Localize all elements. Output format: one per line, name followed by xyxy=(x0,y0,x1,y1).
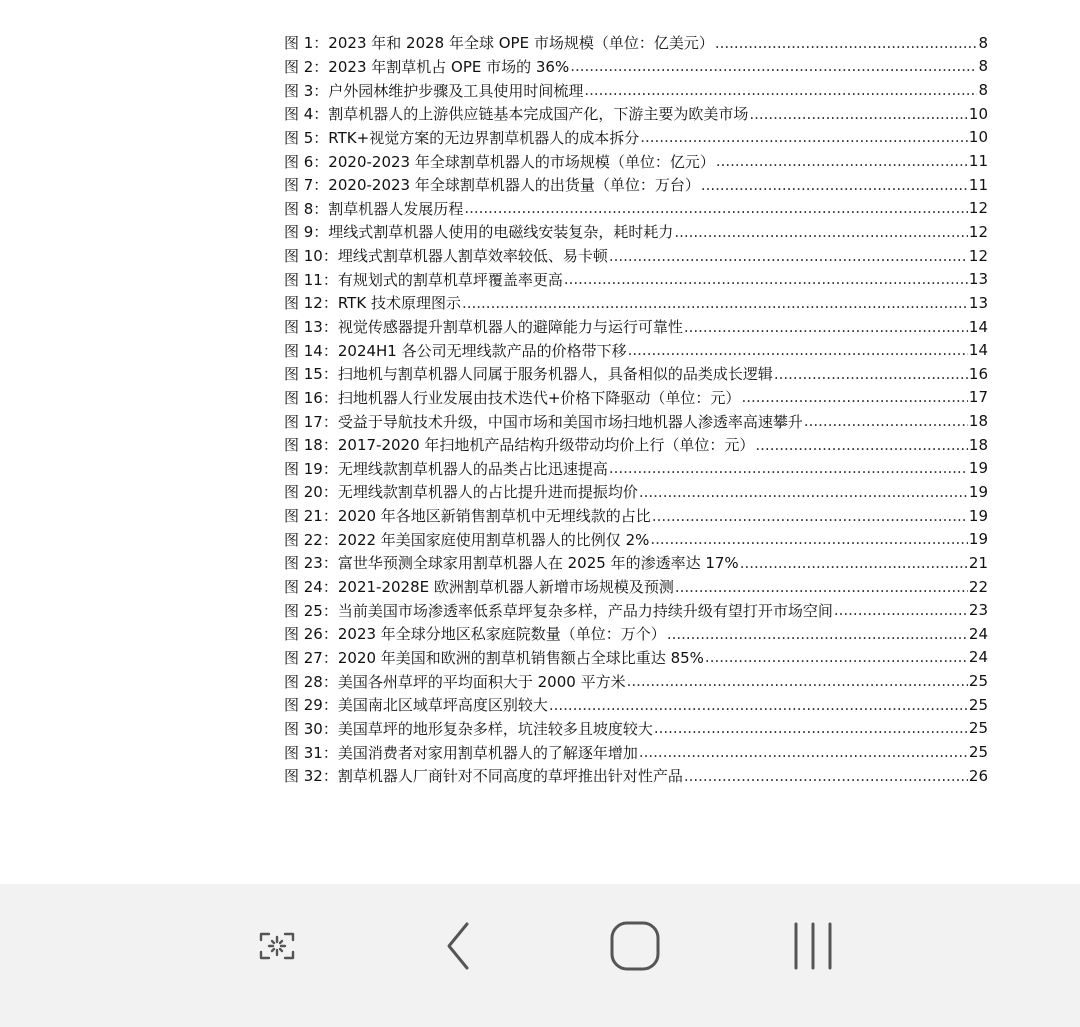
toc-entry-label: 图 29：美国南北区域草坪高度区别较大 xyxy=(284,696,548,715)
toc-entry-page-number: 10 xyxy=(968,128,988,147)
toc-entry-label: 图 4：割草机器人的上游供应链基本完成国产化，下游主要为欧美市场 xyxy=(284,105,749,124)
toc-entry-page-number: 8 xyxy=(978,33,988,52)
toc-entry[interactable] xyxy=(284,126,988,150)
toc-entry[interactable] xyxy=(284,504,988,528)
toc-entry[interactable] xyxy=(284,717,988,741)
toc-entry[interactable] xyxy=(284,244,988,268)
toc-entry-page-number: 14 xyxy=(968,341,988,360)
toc-entry[interactable] xyxy=(284,338,988,362)
toc-entry[interactable] xyxy=(284,409,988,433)
toc-entry[interactable] xyxy=(284,433,988,457)
toc-entry-label: 图 31：美国消费者对家用割草机器人的了解逐年增加 xyxy=(284,743,638,762)
toc-entry-label: 图 3：户外园林维护步骤及工具使用时间梳理 xyxy=(284,81,584,100)
dot-leader xyxy=(627,672,968,690)
toc-entry-page-number: 25 xyxy=(968,695,988,714)
toc-entry[interactable] xyxy=(284,598,988,622)
toc-entry-page-number: 25 xyxy=(968,743,988,762)
toc-entry[interactable] xyxy=(284,78,988,102)
toc-entry-page-number: 19 xyxy=(968,506,988,525)
dot-leader xyxy=(462,294,968,312)
toc-entry[interactable] xyxy=(284,575,988,599)
toc-entry-label: 图 7：2020-2023 年全球割草机器人的出货量（单位：万台） xyxy=(284,176,700,195)
toc-entry-page-number: 8 xyxy=(978,81,988,100)
toc-entry-page-number: 12 xyxy=(968,199,988,218)
toc-entry-page-number: 17 xyxy=(968,388,988,407)
dot-leader xyxy=(667,625,968,643)
dot-leader xyxy=(834,601,968,619)
dot-leader xyxy=(749,105,968,123)
toc-entry-page-number: 23 xyxy=(968,601,988,620)
toc-entry-page-number: 8 xyxy=(978,57,988,76)
toc-entry-label: 图 2：2023 年割草机占 OPE 市场的 36% xyxy=(284,57,570,76)
toc-entry[interactable] xyxy=(284,102,988,126)
toc-entry-page-number: 16 xyxy=(968,364,988,383)
toc-entry-label: 图 28：美国各州草坪的平均面积大于 2000 平方米 xyxy=(284,672,626,691)
dot-leader xyxy=(741,388,967,406)
chevron-left-icon xyxy=(437,918,477,974)
toc-entry[interactable] xyxy=(284,551,988,575)
toc-entry[interactable] xyxy=(284,55,988,79)
toc-entry-label: 图 11：有规划式的割草机草坪覆盖率更高 xyxy=(284,270,563,289)
toc-entry-label: 图 26：2023 年全球分地区私家庭院数量（单位：万个） xyxy=(284,625,666,644)
toc-entry-page-number: 25 xyxy=(968,672,988,691)
navigation-bar xyxy=(0,884,1080,1027)
three-bars-icon xyxy=(788,918,838,974)
back-button[interactable] xyxy=(417,916,497,976)
toc-entry-page-number: 11 xyxy=(968,152,988,171)
toc-entry[interactable] xyxy=(284,31,988,55)
figure-index-list xyxy=(284,31,988,788)
toc-entry-label: 图 23：富世华预测全球家用割草机器人在 2025 年的渗透率达 17% xyxy=(284,554,739,573)
dot-leader xyxy=(639,483,968,501)
toc-entry[interactable] xyxy=(284,764,988,788)
capture-frame-icon xyxy=(247,924,307,968)
toc-entry-page-number: 25 xyxy=(968,719,988,738)
toc-entry-page-number: 19 xyxy=(968,459,988,478)
toc-entry[interactable] xyxy=(284,386,988,410)
toc-entry[interactable] xyxy=(284,480,988,504)
toc-entry-label: 图 12：RTK 技术原理图示 xyxy=(284,294,461,313)
dot-leader xyxy=(584,81,977,99)
toc-entry-label: 图 20：无埋线款割草机器人的占比提升进而提振均价 xyxy=(284,483,638,502)
dot-leader xyxy=(564,270,968,288)
dot-leader xyxy=(716,152,968,170)
toc-entry-label: 图 6：2020-2023 年全球割草机器人的市场规模（单位：亿元） xyxy=(284,152,715,171)
toc-entry-page-number: 18 xyxy=(968,412,988,431)
dot-leader xyxy=(609,459,968,477)
toc-entry-page-number: 26 xyxy=(968,766,988,785)
dot-leader xyxy=(609,247,968,265)
toc-entry-label: 图 8：割草机器人发展历程 xyxy=(284,199,464,218)
toc-entry-label: 图 19：无埋线款割草机器人的品类占比迅速提高 xyxy=(284,459,608,478)
dot-leader xyxy=(628,341,968,359)
dot-leader xyxy=(650,530,968,548)
toc-entry-label: 图 24：2021-2028E 欧洲割草机器人新增市场规模及预测 xyxy=(284,578,674,597)
toc-entry-page-number: 12 xyxy=(968,222,988,241)
dot-leader xyxy=(674,223,968,241)
toc-entry[interactable] xyxy=(284,527,988,551)
toc-entry-page-number: 24 xyxy=(968,624,988,643)
toc-entry-label: 图 17：受益于导航技术升级，中国市场和美国市场扫地机器人渗透率高速攀升 xyxy=(284,412,803,431)
toc-entry-label: 图 9：埋线式割草机器人使用的电磁线安装复杂，耗时耗力 xyxy=(284,223,674,242)
dot-leader xyxy=(640,128,968,146)
dot-leader xyxy=(570,57,977,75)
dot-leader xyxy=(804,412,968,430)
toc-entry-page-number: 12 xyxy=(968,246,988,265)
dot-leader xyxy=(549,696,968,714)
toc-entry-page-number: 10 xyxy=(968,104,988,123)
dot-leader xyxy=(639,743,968,761)
toc-entry[interactable] xyxy=(284,669,988,693)
toc-entry-page-number: 18 xyxy=(968,435,988,454)
toc-entry-page-number: 14 xyxy=(968,317,988,336)
dot-leader xyxy=(755,436,968,454)
toc-entry-label: 图 30：美国草坪的地形复杂多样，坑洼较多且坡度较大 xyxy=(284,719,653,738)
dot-leader xyxy=(701,176,968,194)
dot-leader xyxy=(464,199,968,217)
toc-entry[interactable] xyxy=(284,693,988,717)
dot-leader xyxy=(774,365,968,383)
toc-entry-label: 图 32：割草机器人厂商针对不同高度的草坪推出针对性产品 xyxy=(284,767,683,786)
toc-entry[interactable] xyxy=(284,173,988,197)
toc-entry-label: 图 10：埋线式割草机器人割草效率较低、易卡顿 xyxy=(284,247,608,266)
screenshot-capture-button[interactable] xyxy=(237,916,317,976)
dot-leader xyxy=(652,507,968,525)
dot-leader xyxy=(684,767,968,785)
toc-entry[interactable] xyxy=(284,740,988,764)
toc-entry-label: 图 16：扫地机器人行业发展由技术迭代+价格下降驱动（单位：元） xyxy=(284,388,741,407)
toc-entry-label: 图 14：2024H1 各公司无埋线款产品的价格带下移 xyxy=(284,341,627,360)
recent-apps-button[interactable] xyxy=(773,916,853,976)
toc-entry[interactable] xyxy=(284,267,988,291)
toc-entry-label: 图 1：2023 年和 2028 年全球 OPE 市场规模（单位：亿美元） xyxy=(284,34,714,53)
toc-entry[interactable] xyxy=(284,149,988,173)
toc-entry[interactable] xyxy=(284,220,988,244)
home-button[interactable] xyxy=(595,916,675,976)
dot-leader xyxy=(654,719,968,737)
toc-entry-page-number: 19 xyxy=(968,530,988,549)
toc-entry-page-number: 19 xyxy=(968,482,988,501)
toc-entry[interactable] xyxy=(284,457,988,481)
toc-entry-page-number: 22 xyxy=(968,577,988,596)
dot-leader xyxy=(715,34,978,52)
toc-entry[interactable] xyxy=(284,362,988,386)
toc-entry-label: 图 5：RTK+视觉方案的无边界割草机器人的成本拆分 xyxy=(284,128,640,147)
toc-entry-label: 图 18：2017-2020 年扫地机产品结构升级带动均价上行（单位：元） xyxy=(284,436,755,455)
dot-leader xyxy=(684,318,968,336)
toc-entry[interactable] xyxy=(284,196,988,220)
toc-entry[interactable] xyxy=(284,291,988,315)
toc-entry-page-number: 24 xyxy=(968,648,988,667)
rounded-square-icon xyxy=(607,918,663,974)
toc-entry[interactable] xyxy=(284,646,988,670)
toc-entry-label: 图 25：当前美国市场渗透率低系草坪复杂多样，产品力持续升级有望打开市场空间 xyxy=(284,601,833,620)
toc-entry-label: 图 27：2020 年美国和欧洲的割草机销售额占全球比重达 85% xyxy=(284,648,704,667)
toc-entry-page-number: 13 xyxy=(968,293,988,312)
toc-entry-page-number: 13 xyxy=(968,270,988,289)
toc-entry-label: 图 21：2020 年各地区新销售割草机中无埋线款的占比 xyxy=(284,507,651,526)
dot-leader xyxy=(675,578,968,596)
toc-entry[interactable] xyxy=(284,315,988,339)
toc-entry-label: 图 13：视觉传感器提升割草机器人的避障能力与运行可靠性 xyxy=(284,318,683,336)
dot-leader xyxy=(705,648,968,666)
dot-leader xyxy=(740,554,968,572)
toc-entry[interactable] xyxy=(284,622,988,646)
toc-entry-page-number: 11 xyxy=(968,175,988,194)
toc-entry-label: 图 15：扫地机与割草机器人同属于服务机器人，具备相似的品类成长逻辑 xyxy=(284,365,773,384)
toc-entry-label: 图 22：2022 年美国家庭使用割草机器人的比例仅 2% xyxy=(284,530,650,549)
toc-entry-page-number: 21 xyxy=(968,553,988,572)
